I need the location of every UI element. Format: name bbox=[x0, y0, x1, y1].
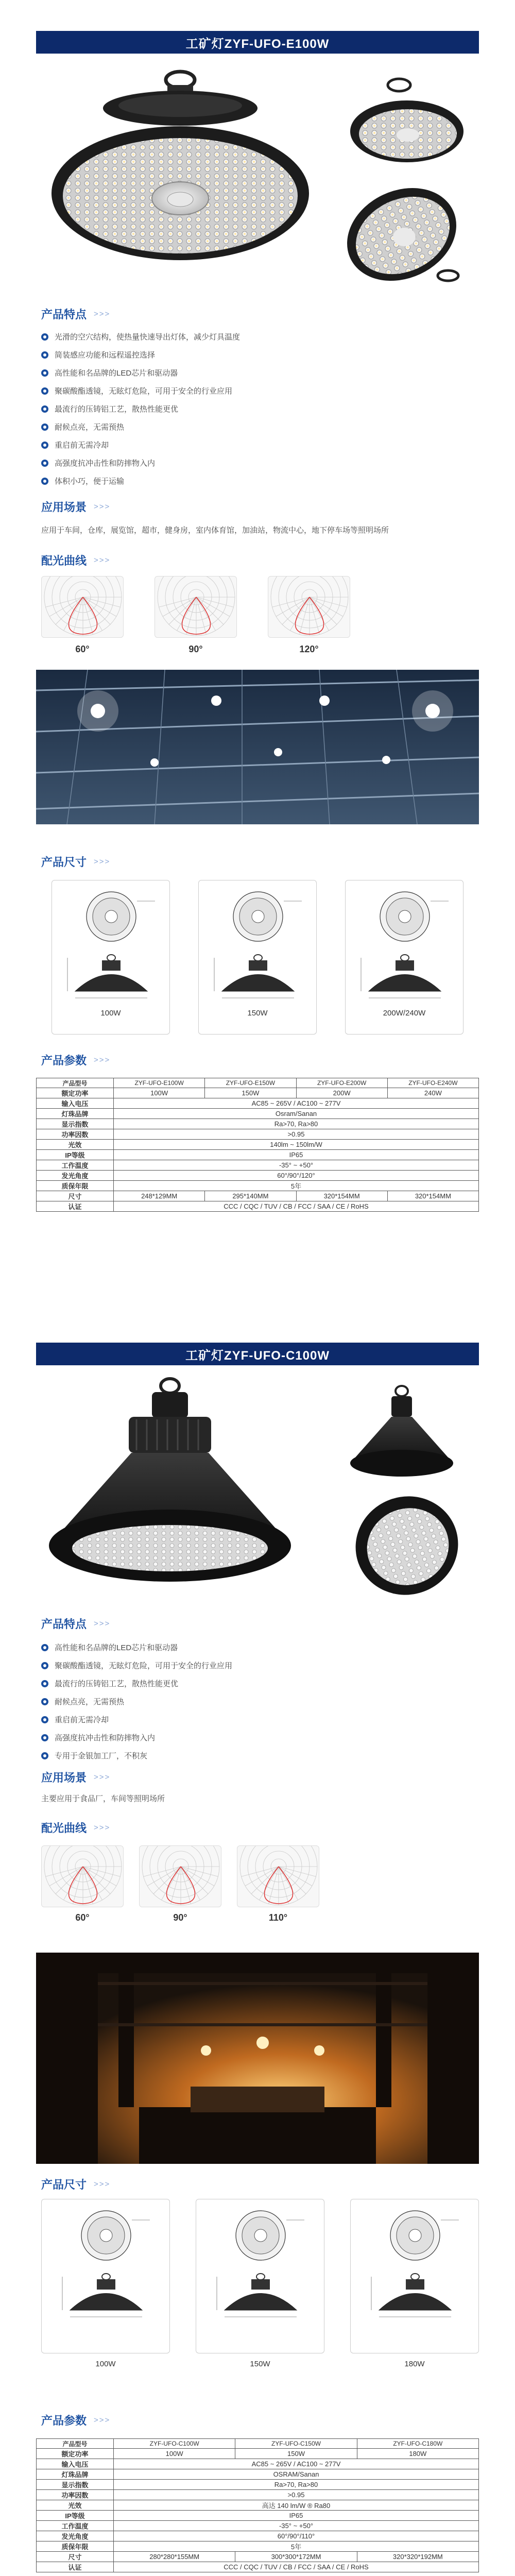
table-cell: 100W bbox=[114, 2449, 235, 2459]
size-label: 150W bbox=[247, 1009, 268, 1018]
table-row bbox=[37, 1078, 479, 1088]
table-cell: 320*320*192MM bbox=[357, 2552, 478, 2562]
table-cell: IP65 bbox=[114, 1150, 479, 1160]
table-row bbox=[37, 2511, 479, 2521]
table-cell: 功率因数 bbox=[37, 2490, 114, 2500]
product2-features-title bbox=[41, 1615, 110, 1632]
feature-text: 耐候点亮，无需预热 bbox=[55, 1698, 125, 1706]
feature-text: 重启前无需冷却 bbox=[55, 1716, 109, 1724]
feature-item bbox=[41, 1728, 474, 1747]
bullet-icon bbox=[41, 460, 48, 467]
table-cell: 5年 bbox=[114, 1181, 479, 1191]
size-title-text: 产品尺寸 bbox=[41, 855, 87, 869]
table-row bbox=[37, 2531, 479, 2541]
product2-spec-table bbox=[36, 2438, 479, 2572]
feature-item bbox=[41, 382, 474, 400]
light-curve-diagram bbox=[41, 1845, 124, 1907]
table-row bbox=[37, 1119, 479, 1129]
warehouse-photo bbox=[36, 670, 479, 824]
table-row bbox=[37, 1088, 479, 1098]
table-cell: Ra>70, Ra>80 bbox=[114, 2480, 479, 2490]
feature-item bbox=[41, 1656, 474, 1674]
size-label: 150W bbox=[250, 2360, 270, 2368]
table-cell: ZYF-UFO-E240W bbox=[387, 1078, 478, 1088]
title-arrows: >>> bbox=[94, 555, 111, 565]
product2-params-title bbox=[41, 2411, 110, 2429]
bullet-icon bbox=[41, 442, 48, 449]
table-cell: AC85 ~ 265V / AC100 ~ 277V bbox=[114, 2459, 479, 2469]
feature-text: 专用于金银加工厂，不积灰 bbox=[55, 1752, 148, 1760]
title-arrows: >>> bbox=[94, 1619, 111, 1628]
table-cell: 输入电压 bbox=[37, 1098, 114, 1109]
curve-angle-label: 120° bbox=[299, 644, 319, 654]
table-row bbox=[37, 1171, 479, 1181]
table-cell: 产品型号 bbox=[37, 2439, 114, 2449]
feature-item bbox=[41, 1638, 474, 1656]
feature-text: 聚碳酸酯透镜，无眩灯危险，可用于安全的行业应用 bbox=[55, 387, 233, 396]
table-cell: OSRAM/Sanan bbox=[114, 2469, 479, 2480]
table-cell: ZYF-UFO-C150W bbox=[235, 2439, 357, 2449]
features-title-text: 产品特点 bbox=[41, 1617, 87, 1631]
table-cell: 质保年限 bbox=[37, 2541, 114, 2552]
product1-apps-title bbox=[41, 498, 110, 515]
table-cell: 320*154MM bbox=[387, 1191, 478, 1201]
table-row bbox=[37, 1098, 479, 1109]
table-cell: ZYF-UFO-E200W bbox=[296, 1078, 387, 1088]
table-cell: 功率因数 bbox=[37, 1129, 114, 1140]
table-cell: 显示指数 bbox=[37, 2480, 114, 2490]
product1-features-list bbox=[41, 328, 474, 490]
bullet-icon bbox=[41, 351, 48, 359]
table-cell: AC85 ~ 265V / AC100 ~ 277V bbox=[114, 1098, 479, 1109]
table-cell: 额定功率 bbox=[37, 2449, 114, 2459]
title-arrows: >>> bbox=[94, 1055, 111, 1064]
table-row bbox=[37, 1201, 479, 1212]
feature-item bbox=[41, 436, 474, 454]
feature-item bbox=[41, 1710, 474, 1728]
feature-text: 聚碳酸酯透镜，无眩灯危险，可用于安全的行业应用 bbox=[55, 1662, 233, 1670]
title-arrows: >>> bbox=[94, 2415, 111, 2425]
table-cell: 150W bbox=[205, 1088, 296, 1098]
table-cell: >0.95 bbox=[114, 1129, 479, 1140]
table-row bbox=[37, 2490, 479, 2500]
table-cell: 248*129MM bbox=[114, 1191, 205, 1201]
features-title-text: 产品特点 bbox=[41, 308, 87, 321]
table-cell: ZYF-UFO-C180W bbox=[357, 2439, 478, 2449]
table-row bbox=[37, 2469, 479, 2480]
table-cell: 灯珠品牌 bbox=[37, 2469, 114, 2480]
table-cell: 尺寸 bbox=[37, 1191, 114, 1201]
title-arrows: >>> bbox=[94, 1772, 111, 1782]
product1-apps-text: 应用于车间，仓库，展览馆，超市，健身房，室内体育馆，加油站，物流中心，地下停车场等照明场所 bbox=[41, 526, 389, 535]
feature-text: 高强度抗冲击性和防摔物入内 bbox=[55, 459, 156, 468]
table-row bbox=[37, 2480, 479, 2490]
size-label: 180W bbox=[404, 2360, 425, 2368]
table-cell: 320*154MM bbox=[296, 1191, 387, 1201]
bullet-icon bbox=[41, 1698, 48, 1705]
bullet-icon bbox=[41, 1734, 48, 1741]
feature-item bbox=[41, 472, 474, 490]
table-row bbox=[37, 2562, 479, 2572]
bullet-icon bbox=[41, 423, 48, 431]
feature-item bbox=[41, 364, 474, 382]
feature-text: 最流行的压铸铝工艺，散热性能更优 bbox=[55, 1680, 179, 1688]
bullet-icon bbox=[41, 478, 48, 485]
table-cell: 质保年限 bbox=[37, 1181, 114, 1191]
product2-hero-image bbox=[36, 1376, 479, 1613]
product1-banner: 工矿灯ZYF-UFO-E100W bbox=[36, 31, 479, 54]
table-row bbox=[37, 1140, 479, 1150]
product2-size-title bbox=[41, 2175, 110, 2193]
table-cell: 发光角度 bbox=[37, 1171, 114, 1181]
light-curve-diagram bbox=[237, 1845, 319, 1907]
table-cell: 工作温度 bbox=[37, 2521, 114, 2531]
table-cell: 180W bbox=[357, 2449, 478, 2459]
curve-angle-label: 60° bbox=[75, 1912, 90, 1923]
table-cell: 显示指数 bbox=[37, 1119, 114, 1129]
bullet-icon bbox=[41, 387, 48, 395]
light-curve-diagram bbox=[154, 576, 237, 638]
product1-curves-title bbox=[41, 551, 110, 569]
feature-item bbox=[41, 454, 474, 472]
table-cell: 额定功率 bbox=[37, 1088, 114, 1098]
table-cell: 280*280*155MM bbox=[114, 2552, 235, 2562]
table-cell: 60°/90°/120° bbox=[114, 1171, 479, 1181]
table-row bbox=[37, 1181, 479, 1191]
bullet-icon bbox=[41, 369, 48, 377]
curve-angle-label: 90° bbox=[188, 644, 203, 654]
feature-item bbox=[41, 328, 474, 346]
feature-text: 简装感应功能和远程遥控选择 bbox=[55, 351, 156, 360]
table-cell: 200W bbox=[296, 1088, 387, 1098]
product2-banner: 工矿灯ZYF-UFO-C100W bbox=[36, 1343, 479, 1365]
apps-title-text: 应用场景 bbox=[41, 1771, 87, 1784]
light-curve-diagram bbox=[268, 576, 350, 638]
table-cell: Osram/Sanan bbox=[114, 1109, 479, 1119]
bullet-icon bbox=[41, 1716, 48, 1723]
product1-features-title bbox=[41, 305, 110, 323]
title-arrows: >>> bbox=[94, 857, 111, 866]
bullet-icon bbox=[41, 405, 48, 413]
table-cell: -35° ~ +50° bbox=[114, 1160, 479, 1171]
table-cell: IP等级 bbox=[37, 2511, 114, 2521]
feature-text: 高强度抗冲击性和防摔物入内 bbox=[55, 1734, 156, 1742]
table-row bbox=[37, 2459, 479, 2469]
table-cell: 150W bbox=[235, 2449, 357, 2459]
table-cell: 140lm ~ 150lm/W bbox=[114, 1140, 479, 1150]
curve-angle-label: 90° bbox=[173, 1912, 187, 1923]
size-label: 100W bbox=[95, 2360, 116, 2368]
feature-text: 高性能和名品牌的LED芯片和驱动器 bbox=[55, 1643, 178, 1652]
feature-item bbox=[41, 400, 474, 418]
product2-curves-title bbox=[41, 1819, 110, 1836]
table-cell: 尺寸 bbox=[37, 2552, 114, 2562]
product2-apps-text: 主要应用于食品厂，车间等照明场所 bbox=[41, 1794, 165, 1803]
table-row bbox=[37, 2552, 479, 2562]
table-cell: 5年 bbox=[114, 2541, 479, 2552]
table-cell: 认证 bbox=[37, 2562, 114, 2572]
table-cell: IP等级 bbox=[37, 1150, 114, 1160]
table-cell: 60°/90°/110° bbox=[114, 2531, 479, 2541]
feature-item bbox=[41, 1674, 474, 1692]
table-row bbox=[37, 2449, 479, 2459]
feature-item bbox=[41, 1747, 474, 1765]
curves-title-text: 配光曲线 bbox=[41, 1821, 87, 1835]
table-cell: 发光角度 bbox=[37, 2531, 114, 2541]
table-row bbox=[37, 2541, 479, 2552]
title-arrows: >>> bbox=[94, 502, 111, 511]
table-row bbox=[37, 2439, 479, 2449]
table-cell: ZYF-UFO-C100W bbox=[114, 2439, 235, 2449]
table-cell: 工作温度 bbox=[37, 1160, 114, 1171]
size-title-text: 产品尺寸 bbox=[41, 2178, 87, 2191]
table-cell: >0.95 bbox=[114, 2490, 479, 2500]
product2-features-list bbox=[41, 1638, 474, 1765]
feature-item bbox=[41, 418, 474, 436]
table-cell: 高达 140 lm/W ® Ra80 bbox=[114, 2500, 479, 2511]
table-cell: CCC / CQC / TUV / CB / FCC / SAA / CE / RoHS bbox=[114, 1201, 479, 1212]
table-cell: 认证 bbox=[37, 1201, 114, 1212]
feature-item bbox=[41, 346, 474, 364]
table-row bbox=[37, 1150, 479, 1160]
apps-title-text: 应用场景 bbox=[41, 500, 87, 514]
dimension-drawing bbox=[350, 2199, 479, 2353]
product1-params-title bbox=[41, 1051, 110, 1069]
params-title-text: 产品参数 bbox=[41, 1054, 87, 1067]
bullet-icon bbox=[41, 1644, 48, 1651]
table-row bbox=[37, 1129, 479, 1140]
feature-text: 耐候点亮，无需预热 bbox=[55, 423, 125, 432]
product1-size-title bbox=[41, 853, 110, 870]
bullet-icon bbox=[41, 333, 48, 341]
title-arrows: >>> bbox=[94, 1823, 111, 1832]
table-cell: -35° ~ +50° bbox=[114, 2521, 479, 2531]
light-curve-diagram bbox=[139, 1845, 221, 1907]
product1-hero-image bbox=[36, 64, 479, 296]
title-arrows: >>> bbox=[94, 309, 111, 318]
table-row bbox=[37, 2500, 479, 2511]
table-row bbox=[37, 2521, 479, 2531]
curve-angle-label: 110° bbox=[268, 1912, 288, 1923]
table-row bbox=[37, 1191, 479, 1201]
table-cell: 240W bbox=[387, 1088, 478, 1098]
size-label: 100W bbox=[100, 1009, 121, 1018]
feature-text: 高性能和名品牌的LED芯片和驱动器 bbox=[55, 369, 178, 378]
bullet-icon bbox=[41, 1662, 48, 1669]
size-label: 200W/240W bbox=[383, 1009, 426, 1018]
feature-text: 光滑的空穴结构，使热量快速导出灯体，减少灯具温度 bbox=[55, 333, 241, 342]
product2-apps-title bbox=[41, 1768, 110, 1786]
curves-title-text: 配光曲线 bbox=[41, 554, 87, 567]
bullet-icon bbox=[41, 1680, 48, 1687]
table-row bbox=[37, 1109, 479, 1119]
feature-text: 体积小巧，便于运输 bbox=[55, 477, 125, 486]
table-cell: 100W bbox=[114, 1088, 205, 1098]
dimension-drawing bbox=[196, 2199, 324, 2353]
table-cell: ZYF-UFO-E100W bbox=[114, 1078, 205, 1088]
table-cell: 300*300*172MM bbox=[235, 2552, 357, 2562]
table-cell: ZYF-UFO-E150W bbox=[205, 1078, 296, 1088]
table-cell: 光效 bbox=[37, 2500, 114, 2511]
feature-item bbox=[41, 1692, 474, 1710]
light-curve-diagram bbox=[41, 576, 124, 638]
curve-angle-label: 60° bbox=[75, 644, 90, 654]
product1-spec-table bbox=[36, 1078, 479, 1212]
dimension-drawing bbox=[41, 2199, 170, 2353]
table-cell: 灯珠品牌 bbox=[37, 1109, 114, 1119]
table-row bbox=[37, 1160, 479, 1171]
table-cell: CCC / CQC / TUV / CB / FCC / SAA / CE / RoHS bbox=[114, 2562, 479, 2572]
title-arrows: >>> bbox=[94, 2179, 111, 2189]
table-cell: 输入电压 bbox=[37, 2459, 114, 2469]
bullet-icon bbox=[41, 1752, 48, 1759]
table-cell: 光效 bbox=[37, 1140, 114, 1150]
feature-text: 最流行的压铸铝工艺，散热性能更优 bbox=[55, 405, 179, 414]
feature-text: 重启前无需冷却 bbox=[55, 441, 109, 450]
table-cell: IP65 bbox=[114, 2511, 479, 2521]
table-cell: 产品型号 bbox=[37, 1078, 114, 1088]
factory-photo bbox=[36, 1953, 479, 2164]
table-cell: Ra>70, Ra>80 bbox=[114, 1119, 479, 1129]
params-title-text: 产品参数 bbox=[41, 2414, 87, 2427]
table-cell: 295*140MM bbox=[205, 1191, 296, 1201]
